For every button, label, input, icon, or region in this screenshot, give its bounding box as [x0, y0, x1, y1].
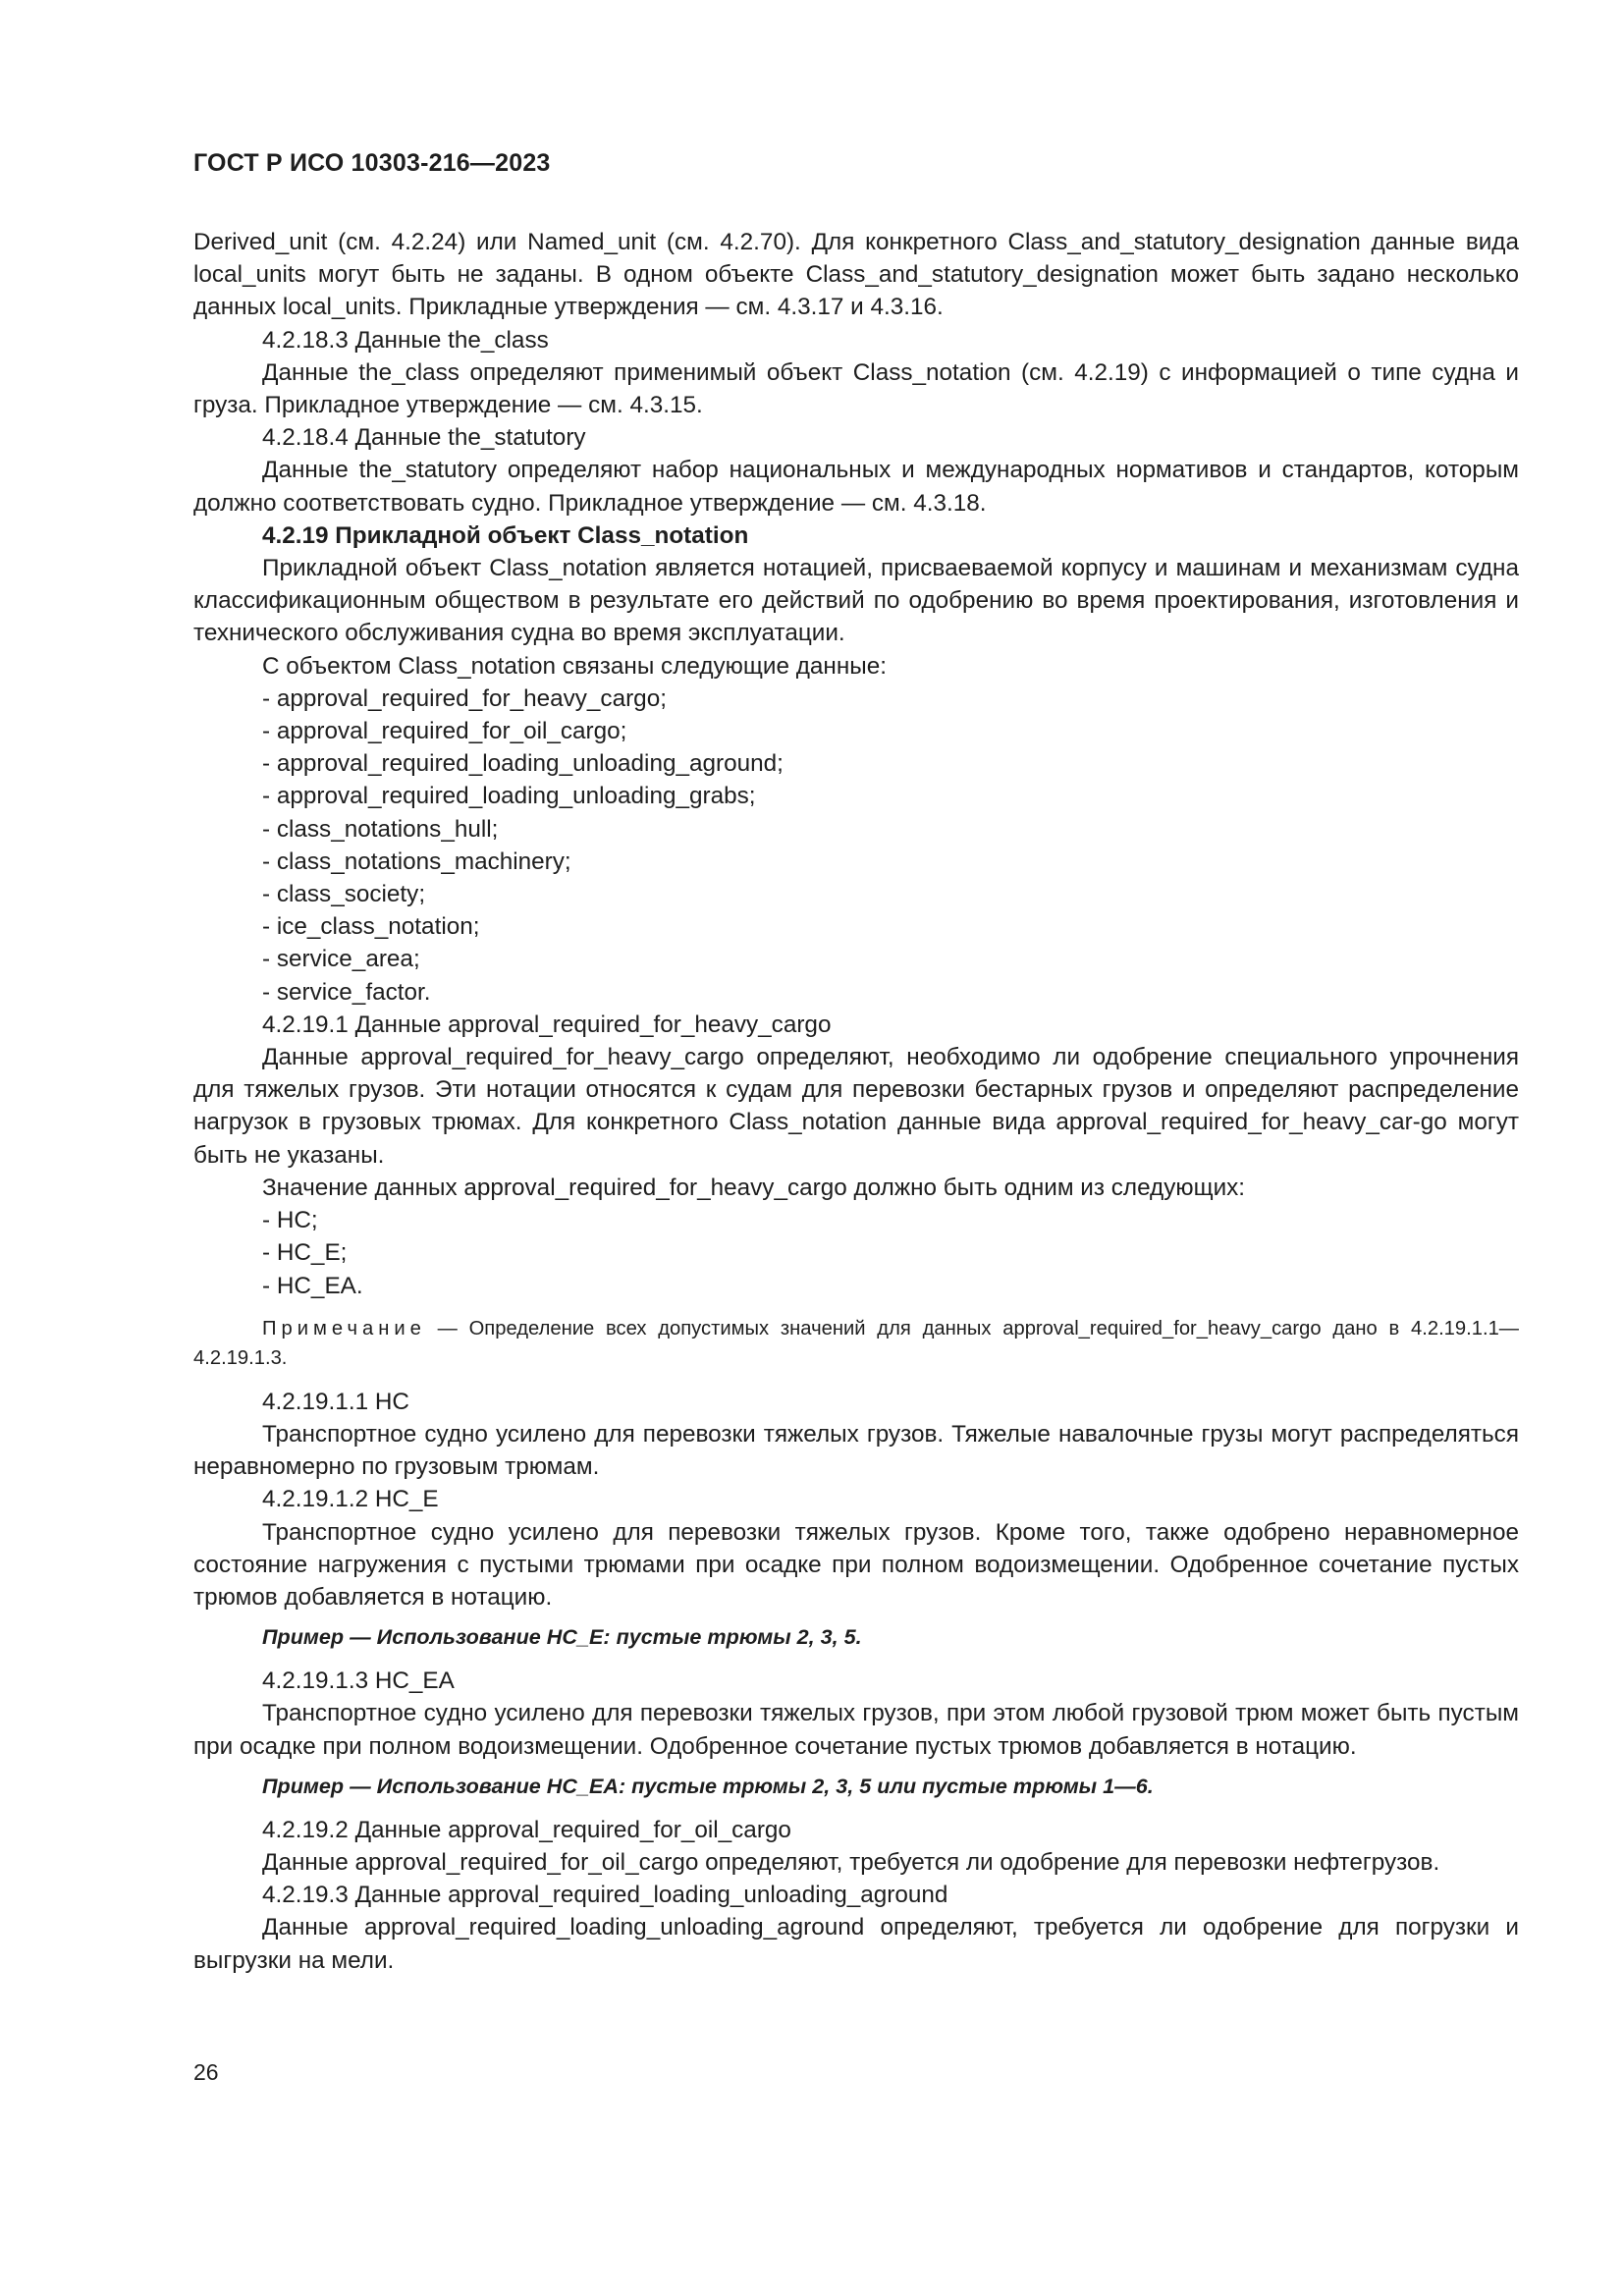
list-item: - approval_required_loading_unloading_aground; [262, 750, 784, 778]
paragraph-4-2-19-1-3: Транспортное судно усилено для перевозки тяжелых грузов, при этом любой грузовой трюм может быть пустым при осадке при полном водоизмещении. Одобренное сочетание пустых трюмов добавляется в нотацию. [193, 1700, 1519, 1760]
example-hc-ea: Пример — Использование HC_EA: пустые трюмы 2, 3, 5 или пустые трюмы 1—6. [262, 1773, 1154, 1798]
value-list [193, 1204, 1519, 1302]
document-body [193, 226, 1519, 1977]
list-intro: С объектом Class_notation связаны следующие данные: [262, 652, 887, 680]
list-item: - HC_E; [262, 1239, 348, 1267]
list-item: - HC_EA. [262, 1272, 363, 1299]
list-item: - approval_required_loading_unloading_grabs; [262, 783, 756, 810]
list-item: - class_society; [262, 881, 426, 908]
paragraph-4-2-19-1-1: Транспортное судно усилено для перевозки тяжелых грузов. Тяжелые навалочные грузы могут распределяться неравномерно по грузовым трюмам. [193, 1420, 1519, 1481]
list-item: - approval_required_for_heavy_cargo; [262, 684, 667, 712]
paragraph-4-2-19-2: Данные approval_required_for_oil_cargo определяют, требуется ли одобрение для перевозки нефтегрузов. [262, 1848, 1440, 1876]
attribute-list [193, 683, 1519, 1009]
list-item: - ice_class_notation; [262, 913, 480, 941]
page-number: 26 [193, 2059, 219, 2085]
list-item: - service_area; [262, 946, 420, 973]
paragraph-4-2-19-1: Данные approval_required_for_heavy_cargo определяют, необходимо ли одобрение специального упрочнения для тяжелых грузов. Эти нотации относятся к судам для перевозки бестарных грузов и определяют распределение нагрузок в грузовых трюмах. Для конкретного Class_notation данные вида approval_required_for_heavy_car-go могут быть не указаны. [193, 1044, 1519, 1169]
section-heading-4-2-19-1: 4.2.19.1 Данные approval_required_for_heavy_cargo [262, 1011, 832, 1038]
list-item: - approval_required_for_oil_cargo; [262, 718, 627, 745]
paragraph-continuation: Derived_unit (см. 4.2.24) или Named_unit (см. 4.2.70). Для конкретного Class_and_statutory_designation данные вида local_units могут быть не заданы. В одном объекте Class_and_statutory_designation может быть задано несколько данных local_units. Прикладные утверждения — см. 4.3.17 и 4.3.16. [193, 229, 1519, 321]
section-heading-4-2-19-1-2: 4.2.19.1.2 HC_E [262, 1486, 439, 1513]
section-heading-4-2-19-1-1: 4.2.19.1.1 HC [262, 1388, 409, 1415]
section-heading-4-2-19: 4.2.19 Прикладной объект Class_notation [262, 521, 749, 549]
values-intro: Значение данных approval_required_for_heavy_cargo должно быть одним из следующих: [262, 1174, 1246, 1201]
document-page [193, 0, 1519, 2296]
example-hc-e: Пример — Использование HC_E: пустые трюмы 2, 3, 5. [262, 1624, 862, 1650]
standard-designation: ГОСТ Р ИСО 10303-216—2023 [193, 149, 551, 177]
note [193, 1314, 1519, 1373]
paragraph-4-2-19-3: Данные approval_required_loading_unloading_aground определяют, требуется ли одобрение для погрузки и выгрузки на мели. [193, 1914, 1519, 1974]
section-heading-4-2-19-2: 4.2.19.2 Данные approval_required_for_oil_cargo [262, 1816, 791, 1843]
list-item: - class_notations_hull; [262, 815, 499, 843]
paragraph-4-2-18-4: Данные the_statutory определяют набор национальных и международных нормативов и стандартов, которым должно соответствовать судно. Прикладное утверждение — см. 4.3.18. [193, 457, 1519, 517]
list-item: - service_factor. [262, 978, 431, 1006]
note-text: — Определение всех допустимых значений для данных approval_required_for_heavy_cargo дано в 4.2.19.1.1—4.2.19.1.3. [193, 1317, 1519, 1369]
paragraph-4-2-19-1-2: Транспортное судно усилено для перевозки тяжелых грузов. Кроме того, также одобрено неравномерное состояние нагружения с пустыми трюмами при осадке при полном водоизмещении. Одобренное сочетание пустых трюмов добавляется в нотацию. [193, 1518, 1519, 1611]
section-heading-4-2-19-3: 4.2.19.3 Данные approval_required_loading_unloading_aground [262, 1882, 948, 1909]
section-heading-4-2-19-1-3: 4.2.19.1.3 HC_EA [262, 1667, 455, 1695]
list-item: - class_notations_machinery; [262, 847, 571, 875]
note-label: Примечание [262, 1317, 426, 1339]
paragraph-4-2-18-3: Данные the_class определяют применимый объект Class_notation (см. 4.2.19) с информацией о типе судна и груза. Прикладное утверждение — см. 4.3.15. [193, 358, 1519, 419]
section-heading-4-2-18-4: 4.2.18.4 Данные the_statutory [262, 424, 586, 452]
paragraph-4-2-19: Прикладной объект Class_notation является нотацией, присваеваемой корпусу и машинам и механизмам судна классификационным обществом в результате его действий по одобрению во время проектирования, изготовления и технического обслуживания судна во время эксплуатации. [193, 555, 1519, 647]
section-heading-4-2-18-3: 4.2.18.3 Данные the_class [262, 326, 549, 354]
list-item: - HC; [262, 1207, 318, 1234]
